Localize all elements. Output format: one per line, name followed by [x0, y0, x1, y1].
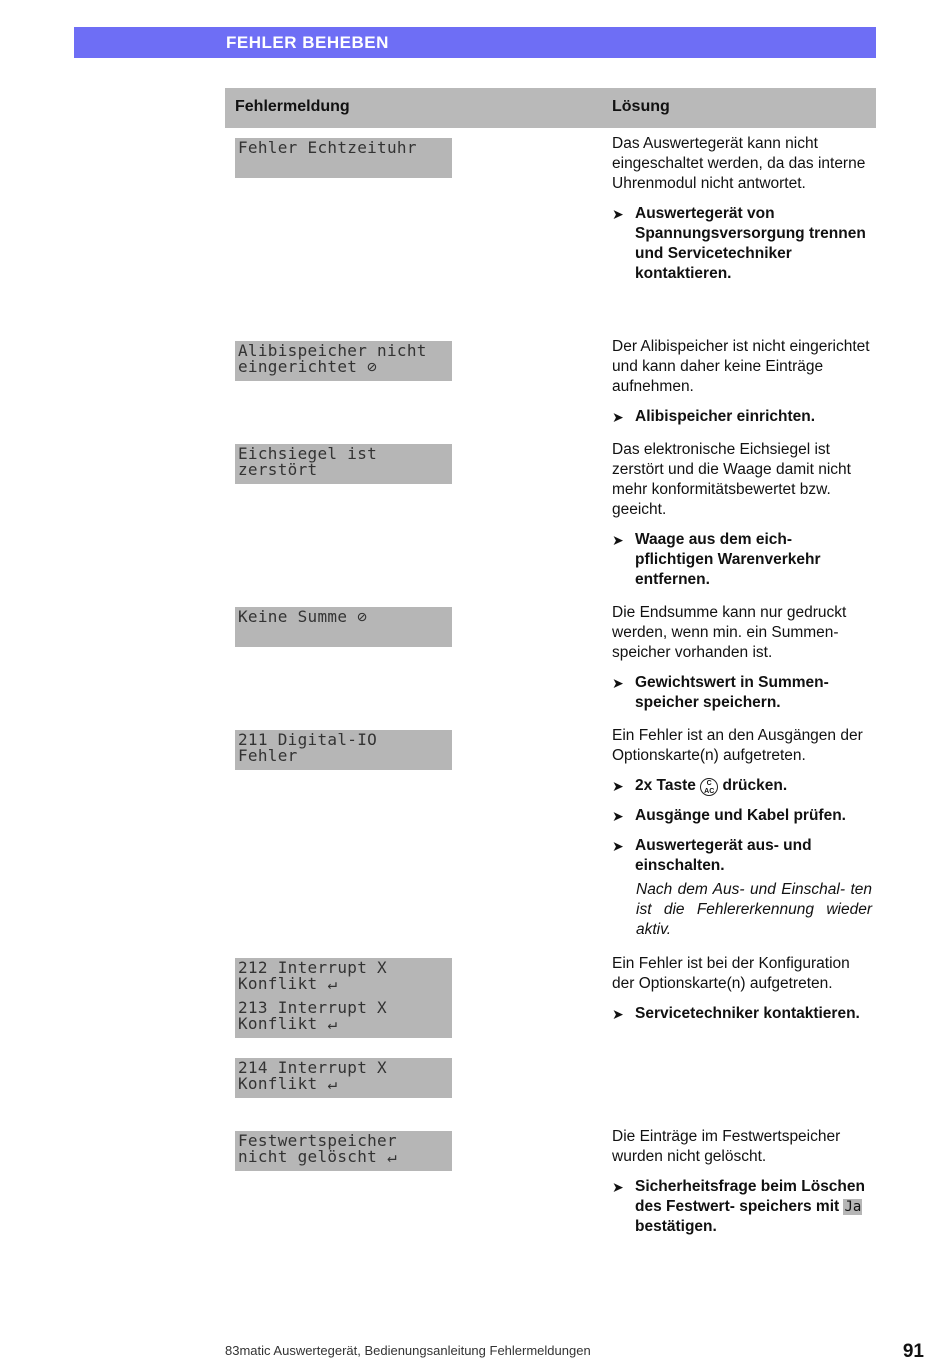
lcd-error-keine-summe: Keine Summe ⊘: [235, 607, 452, 647]
solution-alibispeicher: [612, 337, 872, 437]
solution-text: Ein Fehler ist an den Ausgängen der Optionskarte(n) aufgetreten.: [612, 727, 863, 764]
section-header-bar: [74, 27, 876, 58]
action-step: ➤ 2x Taste C AC drücken.: [612, 777, 788, 795]
action-step: ➤ Waage aus dem eich- pflichtigen Warenverkehr entfernen.: [612, 531, 821, 588]
action-step: ➤ Gewichtswert in Summen- speicher speichern.: [612, 674, 829, 711]
solution-text: Das elektronische Eichsiegel ist zerstört und die Waage damit nicht mehr konformitätsbewertet bzw. geeicht.: [612, 441, 851, 518]
arrow-icon: ➤: [612, 808, 624, 824]
clear-key-icon: C AC: [700, 778, 718, 796]
arrow-icon: ➤: [612, 206, 624, 222]
arrow-icon: ➤: [612, 1179, 624, 1195]
lcd-error-213: 213 Interrupt X Konflikt ↵: [235, 998, 452, 1038]
section-title: FEHLER BEHEBEN: [226, 33, 389, 52]
solution-echtzeituhr: [612, 134, 872, 294]
arrow-icon: ➤: [612, 532, 624, 548]
lcd-error-festwertspeicher: Festwertspeicher nicht gelöscht ↵: [235, 1131, 452, 1171]
solution-eichsiegel: [612, 440, 872, 600]
solution-festwertspeicher: [612, 1127, 872, 1247]
column-header-solution: Lösung: [612, 98, 670, 115]
solution-text: Der Alibispeicher ist nicht eingerichtet und kann daher keine Einträge aufnehmen.: [612, 338, 870, 395]
column-header-error: Fehlermeldung: [235, 98, 350, 115]
action-step: ➤ Servicetechniker kontaktieren.: [612, 1005, 860, 1022]
solution-digital-io: [612, 726, 872, 940]
arrow-icon: ➤: [612, 409, 624, 425]
lcd-error-eichsiegel: Eichsiegel ist zerstört: [235, 444, 452, 484]
arrow-icon: ➤: [612, 675, 624, 691]
solution-text: Das Auswertegerät kann nicht eingeschaltet werden, da das interne Uhrenmodul nicht antwortet.: [612, 135, 866, 192]
lcd-error-alibispeicher: Alibispeicher nicht eingerichtet ⊘: [235, 341, 452, 381]
lcd-error-211: 211 Digital-IO Fehler: [235, 730, 452, 770]
lcd-error-214: 214 Interrupt X Konflikt ↵: [235, 1058, 452, 1098]
arrow-icon: ➤: [612, 778, 624, 794]
footer-text: 83matic Auswertegerät, Bedienungsanleitung Fehlermeldungen: [225, 1343, 591, 1358]
action-step: ➤ Auswertegerät aus- und einschalten.: [612, 837, 812, 874]
action-step: ➤ Alibispeicher einrichten.: [612, 408, 816, 425]
action-step: ➤ Auswertegerät von Spannungsversorgung trennen und Servicetechniker kontaktieren.: [612, 205, 866, 282]
arrow-icon: ➤: [612, 1006, 624, 1022]
lcd-error-echtzeituhr: Fehler Echtzeituhr: [235, 138, 452, 178]
ja-key-label: Ja: [844, 1199, 862, 1215]
action-step: ➤ Ausgänge und Kabel prüfen.: [612, 807, 846, 824]
solution-interrupt: [612, 954, 872, 1034]
solution-keine-summe: [612, 603, 872, 723]
solution-note: Nach dem Aus- und Einschal- ten ist die Fehlererkennung wieder aktiv.: [636, 881, 872, 938]
arrow-icon: ➤: [612, 838, 624, 854]
page-number: 91: [902, 1341, 924, 1362]
solution-text: Die Endsumme kann nur gedruckt werden, wenn min. ein Summen- speicher vorhanden ist.: [612, 604, 847, 661]
solution-text: Die Einträge im Festwertspeicher wurden nicht gelöscht.: [612, 1128, 841, 1165]
solution-text: Ein Fehler ist bei der Konfiguration der Optionskarte(n) aufgetreten.: [612, 955, 850, 992]
action-step: ➤ Sicherheitsfrage beim Löschen des Festwert- speichers mit Ja bestätigen.: [612, 1178, 865, 1235]
table-header: [225, 88, 876, 128]
lcd-error-212: 212 Interrupt X Konflikt ↵: [235, 958, 452, 998]
